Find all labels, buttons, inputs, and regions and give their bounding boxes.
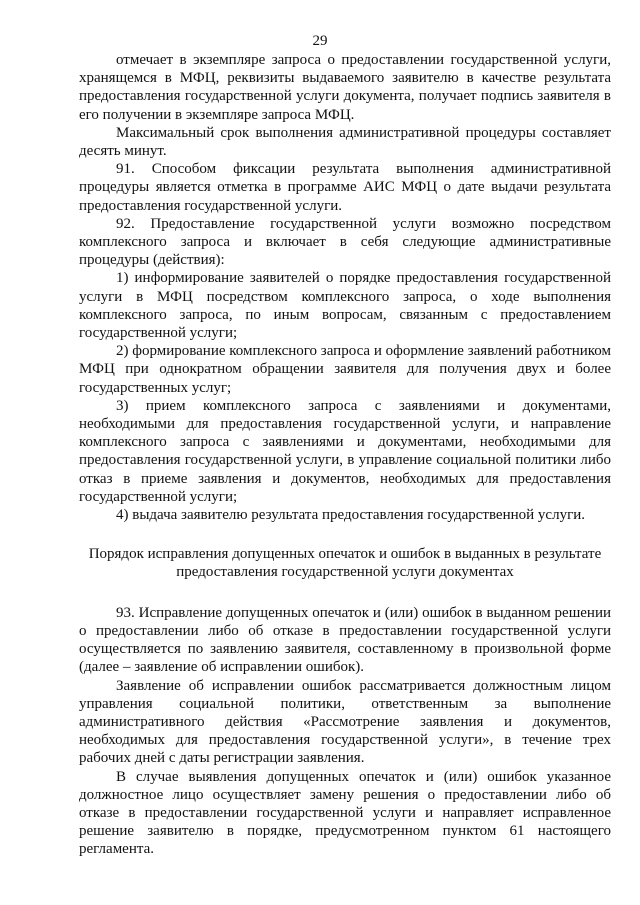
section-heading [79,545,611,581]
paragraph-application-review: Заявление об исправлении ошибок рассматривается должностным лицом управления социальной политики, ответственным за выполнение административного действия «Рассмотрение заявления и документов, необходимых для предоставления государственной услуги», в течение трех рабочих дней с даты регистрации заявления. [79,677,611,767]
document-body [79,51,611,859]
paragraph-92: 92. Предоставление государственной услуги возможно посредством комплексного запроса и включает в себя следующие административные процедуры (действия): [79,215,611,269]
list-item-1: 1) информирование заявителей о порядке предоставления государственной услуги в МФЦ посредством комплексного запроса, о ходе выполнения комплексного запроса, по иным вопросам, связанным с предоставлением государственной услуги; [79,270,611,342]
page-number: 29 [312,33,328,49]
section-heading-line-2: предоставления государственной услуги документах [176,564,514,581]
paragraph-93: 93. Исправление допущенных опечаток и (или) ошибок в выданном решении о предоставлении либо об отказе в предоставлении государственной услуги осуществляется по заявлению заявителя, составленному в произвольной форме (далее – заявление об исправлении ошибок). [79,604,611,676]
paragraph-continuation: отмечает в экземпляре запроса о предоставлении государственной услуги, хранящемся в МФЦ, реквизиты выдаваемого заявителю в качестве результата предоставления государственной услуги документа, получает подпись заявителя в его получении в экземпляре запроса МФЦ. [79,52,611,123]
paragraph-91: 91. Способом фиксации результата выполнения административной процедуры является отметка в программе АИС МФЦ о дате выдачи результата предоставления государственной услуги. [79,161,611,214]
list-item-2: 2) формирование комплексного запроса и оформление заявлений работником МФЦ при однократном обращении заявителя для получения двух и более государственных услуг; [79,343,611,396]
list-item-4: 4) выдача заявителю результата предоставления государственной услуги. [116,507,585,524]
paragraph-error-correction: В случае выявления допущенных опечаток и (или) ошибок указанное должностное лицо осуществляет замену решения о предоставлении либо об отказе в предоставлении государственной услуги и направляет исправленное решение заявителю в порядке, предусмотренном пунктом 61 настоящего регламента. [79,768,611,858]
paragraph-max-time: Максимальный срок выполнения административной процедуры составляет десять минут. [79,124,611,160]
section-heading-line-1: Порядок исправления допущенных опечаток и ошибок в выданных в результате [88,546,602,563]
list-item-3: 3) прием комплексного запроса с заявлениями и документами, необходимыми для предоставления государственной услуги, и направление комплексного запроса с заявлениями и документами, необходимыми для предоставления государственной услуги, в управление социальной политики либо отказ в приеме заявления и документов, необходимых для предоставления государственной услуги; [79,397,611,505]
